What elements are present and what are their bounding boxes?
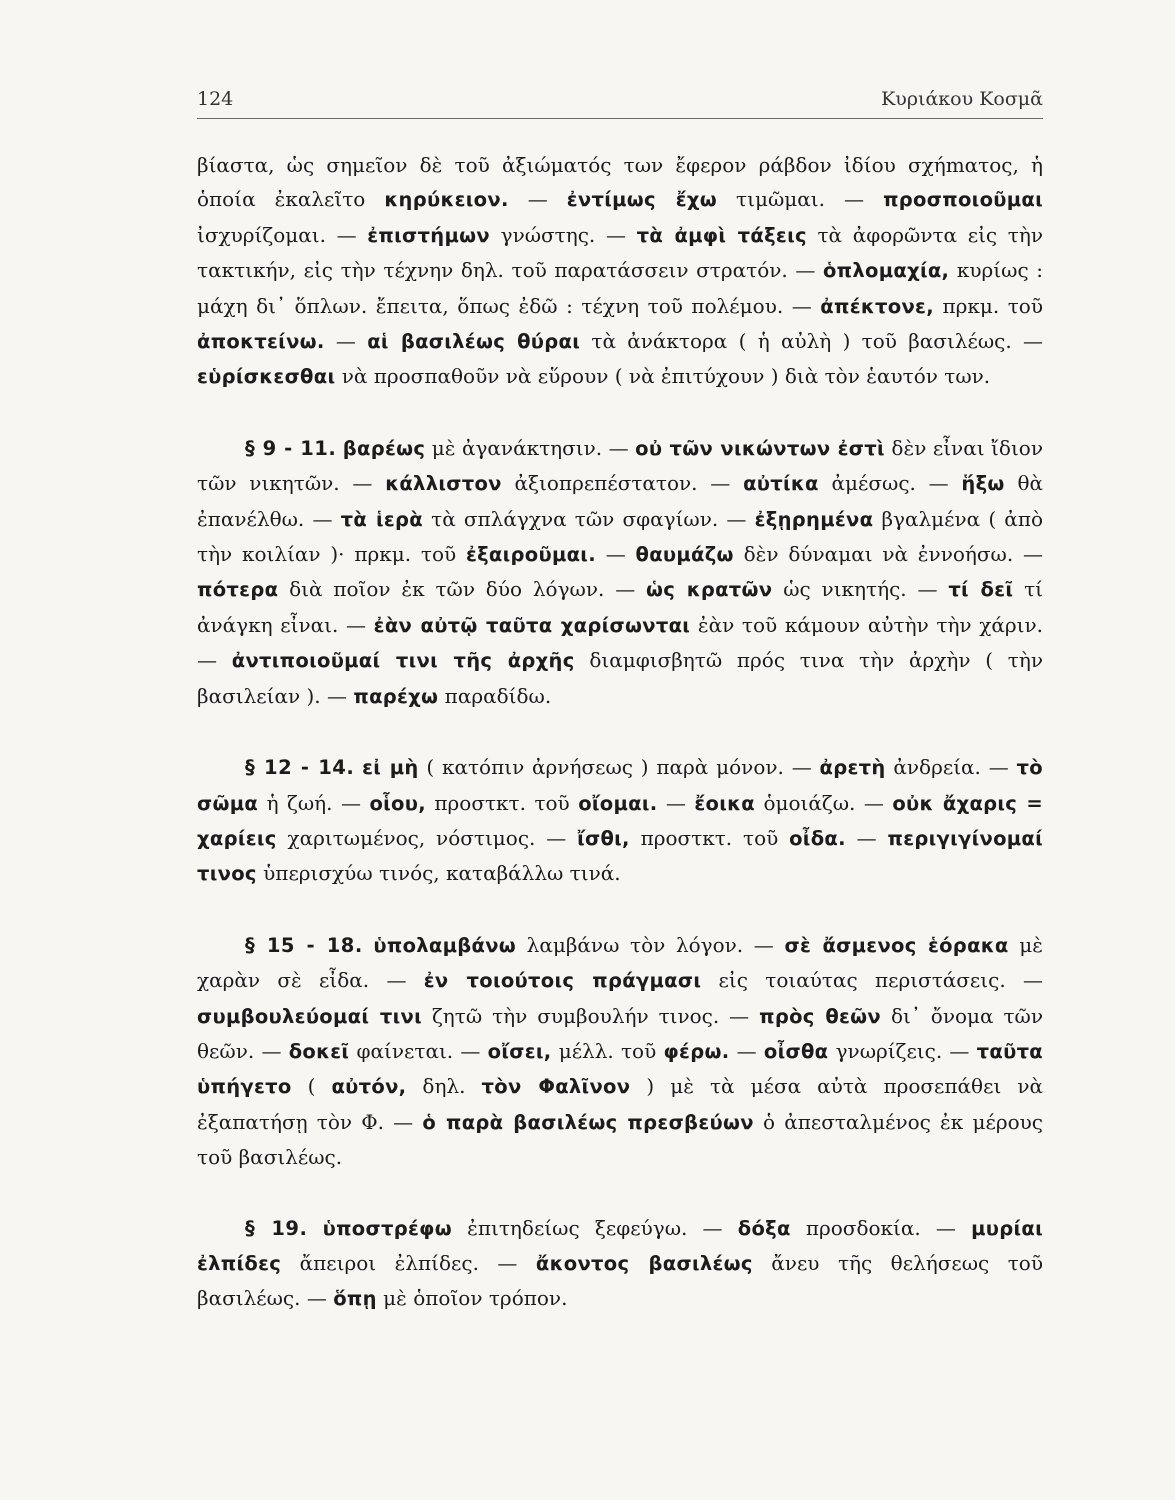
- lemma-term: εὑρίσκεσθαι: [197, 365, 336, 389]
- gloss-text: ὁμοιάζω. —: [755, 790, 893, 815]
- gloss-text: μέλλ. τοῦ: [551, 1038, 664, 1063]
- gloss-text: ἡ ζωή. —: [258, 790, 370, 815]
- lemma-term: περιγιγίνομαί τινος: [197, 826, 1044, 886]
- page-number: 124: [197, 88, 234, 110]
- lemma-term: φέρω.: [663, 1039, 730, 1063]
- gloss-text: γνωρίζεις. —: [828, 1038, 977, 1063]
- gloss-text: νὰ προσπαθοῦν νὰ εὕρουν ( νὰ ἐπιτύχουν ) διὰ τὸν ἑαυτόν των.: [335, 364, 991, 389]
- lemma-term: τὸ σῶμα: [197, 756, 1043, 815]
- lemma-term: τὰ ἀμφὶ τάξεις: [636, 223, 807, 247]
- gloss-text: γνώστης. —: [489, 222, 637, 247]
- lemma-term: αἱ βασιλέως θύραι: [367, 330, 581, 354]
- lemma-term: οὐ τῶν νικώντων ἐστὶ: [635, 436, 885, 460]
- lemma-term: τί δεῖ: [948, 578, 1014, 602]
- lemma-term: ἐπιστήμων: [367, 223, 490, 247]
- lemma-term: τὰ ἱερὰ: [340, 507, 423, 531]
- lemma-term: προσποιοῦμαι: [883, 188, 1043, 212]
- lemma-term: βαρέως: [342, 436, 426, 460]
- lemma-term: οἶσθα: [763, 1039, 829, 1063]
- gloss-text: πρκμ. τοῦ: [933, 293, 1043, 318]
- gloss-text: ἄπειροι ἐλπίδες. —: [281, 1250, 536, 1275]
- lemma-term: ἐν τοιούτοις πράγμασι: [423, 969, 702, 993]
- lemma-term: ἥξω: [961, 472, 1005, 496]
- gloss-text: μὲ ἀγανάκτησιν. —: [425, 435, 636, 460]
- gloss-text: λαμβάνω τὸν λόγον. —: [516, 932, 785, 957]
- gloss-text: —: [508, 187, 567, 212]
- gloss-text: τί ἀνάγκη εἶναι. —: [197, 577, 1044, 637]
- lemma-term: οἶδα.: [789, 826, 846, 850]
- gloss-text: ἀνδρεία. —: [885, 755, 1017, 780]
- lemma-term: ἔοικα: [694, 791, 755, 815]
- gloss-text: ὡς νικητής. —: [772, 577, 949, 602]
- lemma-term: ταῦτα ὑπήγετο: [197, 1039, 1044, 1099]
- gloss-text: —: [595, 542, 636, 567]
- gloss-text: εἰς τοιαύτας περιστάσεις. —: [701, 968, 1043, 993]
- gloss-text: —: [657, 790, 695, 815]
- lemma-term: παρέχω: [353, 684, 439, 708]
- gloss-text: [307, 1216, 322, 1240]
- gloss-text: διὰ ποῖον ἐκ τῶν δύο λόγων. —: [278, 577, 647, 602]
- gloss-text: διαμφισβητῶ πρός τινα τὴν ἀρχὴν ( τὴν βασιλείαν ). —: [197, 648, 1044, 708]
- lemma-term: ὅπῃ: [333, 1287, 377, 1311]
- lemma-term: ἐντίμως ἔχω: [566, 188, 717, 212]
- section-number: § 19.: [245, 1216, 308, 1240]
- lemma-term: τὸν Φαλῖνον: [481, 1075, 631, 1099]
- lemma-term: πότερα: [197, 578, 279, 602]
- lemma-term: ἀρετὴ: [819, 756, 886, 780]
- lemma-term: οἷου,: [369, 791, 426, 815]
- lemma-term: ὡς κρατῶν: [646, 578, 773, 602]
- lemma-term: ἐὰν αὐτῷ ταῦτα χαρίσωνται: [373, 613, 691, 637]
- gloss-text: παραδίδω.: [438, 683, 552, 708]
- lemma-term: ἴσθι,: [577, 826, 630, 850]
- gloss-text: ἄνευ τῆς θελήσεως τοῦ βασιλέως. —: [197, 1250, 1043, 1311]
- gloss-text: —: [729, 1038, 764, 1063]
- lemma-term: οἴομαι.: [578, 791, 658, 815]
- gloss-text: [363, 933, 374, 957]
- gloss-text: τὰ ἀνάκτορα ( ἡ αὐλὴ ) τοῦ βασιλέως. —: [580, 329, 1043, 354]
- lemma-term: συμβουλεύομαί τινι: [197, 1004, 423, 1028]
- lemma-term: δόξα: [737, 1216, 791, 1240]
- gloss-text: ὑπερισχύω τινός, καταβάλλω τινά.: [256, 861, 621, 886]
- gloss-text: φαίνεται. —: [349, 1038, 488, 1063]
- gloss-text: δὲν εἶναι ἴδιον τῶν νικητῶν. —: [197, 435, 1043, 496]
- section-number: § 15 - 18.: [245, 933, 363, 957]
- lemma-term: οὐκ ἄχαρις = χαρίεις: [197, 791, 1044, 850]
- gloss-text: δὲν δύναμαι νὰ ἐννοήσω. —: [733, 542, 1043, 567]
- gloss-text: θὰ ἐπανέλθω. —: [197, 471, 1043, 531]
- gloss-text: —: [324, 329, 368, 354]
- gloss-text: μὲ ὁποῖον τρόπον.: [376, 1286, 568, 1311]
- gloss-text: [354, 755, 362, 779]
- gloss-text: προστκτ. τοῦ: [425, 790, 579, 815]
- paragraph-section-12-14: [197, 750, 1043, 892]
- gloss-text: τὰ ἀφορῶντα εἰς τὴν τακτικήν, εἰς τὴν τέχνην δηλ. τοῦ παρατάσσειν στρατόν. —: [197, 222, 1043, 283]
- gloss-text: μὲ χαρὰν σὲ εἶδα. —: [197, 932, 1043, 993]
- gloss-text: ὁ ἀπεσταλμένος ἐκ μέρους τοῦ βασιλέως.: [197, 1109, 1043, 1170]
- lemma-term: ἄκοντος βασιλέως: [535, 1251, 753, 1275]
- gloss-text: προστκτ. τοῦ: [629, 825, 790, 850]
- lemma-term: ὁπλομαχία,: [822, 259, 950, 283]
- gloss-text: βίαστα, ὡς σημεῖον δὲ τοῦ ἀξιώματός των ἔφερον ράβδον ἰδίου σχήmατος, ἡ ὁποία ἐκαλεῖτο: [197, 153, 1043, 212]
- paragraph-section-9-11: [197, 431, 1043, 714]
- lemma-term: ἐξῃρημένα: [754, 507, 874, 531]
- gloss-text: χαριτωμένος, νόστιμος. —: [276, 825, 578, 850]
- gloss-text: ἐὰν τοῦ κάμουν αὐτὴν τὴν χάριν. —: [197, 612, 1043, 673]
- gloss-text: κυρίως : μάχη δι᾿ ὅπλων. ἔπειτα, ὅπως ἐδῶ : τέχνη τοῦ πολέμου. —: [197, 258, 1043, 318]
- lemma-term: ἀποκτείνω.: [197, 330, 325, 354]
- gloss-text: ἰσχυρίζομαι. —: [197, 222, 368, 247]
- section-number: § 12 - 14.: [245, 756, 355, 780]
- lemma-term: μυρίαι ἐλπίδες: [197, 1216, 1043, 1275]
- paragraph-section-15-18: [197, 928, 1043, 1175]
- gloss-text: τὰ σπλάγχνα τῶν σφαγίων. —: [422, 506, 755, 531]
- gloss-text: (: [291, 1074, 332, 1099]
- lemma-term: ὑποστρέφω: [322, 1216, 452, 1240]
- gloss-text: ) μὲ τὰ μέσα αὐτὰ προσεπάθει νὰ ἐξαπατήσῃ τὸν Φ. —: [197, 1074, 1043, 1134]
- lemma-term: θαυμάζω: [635, 543, 734, 567]
- lemma-term: εἰ μὴ: [362, 756, 419, 780]
- paragraph-continuation: [197, 148, 1043, 395]
- gloss-text: δι᾿ ὄνομα τῶν θεῶν. —: [197, 1003, 1044, 1063]
- lemma-term: ὁ παρὰ βασιλέως πρεσβεύων: [422, 1110, 754, 1134]
- lemma-term: οἴσει,: [487, 1039, 552, 1063]
- gloss-text: ( κατόπιν ἀρνήσεως ) παρὰ μόνον. —: [418, 755, 820, 780]
- lemma-term: αὐτόν,: [331, 1075, 407, 1099]
- gloss-text: τιμῶμαι. —: [716, 187, 884, 212]
- running-head: Κυριάκου Κοσμᾶ: [881, 88, 1043, 110]
- page-header: [197, 88, 1043, 119]
- gloss-text: ζητῶ τὴν συμβουλήν τινος. —: [422, 1003, 760, 1028]
- commentary-body: [197, 148, 1043, 1317]
- gloss-text: βγαλμένα ( ἀπὸ τὴν κοιλίαν )· πρκμ. τοῦ: [197, 506, 1043, 567]
- lemma-term: ἀπέκτονε,: [820, 294, 934, 318]
- lemma-term: ἀντιποιοῦμαί τινι τῆς ἀρχῆς: [231, 649, 575, 673]
- lemma-term: δοκεῖ: [288, 1039, 350, 1063]
- gloss-text: δηλ.: [406, 1074, 482, 1099]
- lemma-term: κηρύκειον.: [384, 188, 509, 212]
- gloss-text: ἀξιοπρεπέστατον. —: [501, 471, 744, 496]
- lemma-term: ὑπολαμβάνω: [373, 933, 517, 957]
- lemma-term: ἐξαιροῦμαι.: [465, 543, 596, 567]
- lemma-term: αὐτίκα: [743, 472, 819, 496]
- gloss-text: ἐπιτηδείως ξεφεύγω. —: [451, 1215, 738, 1240]
- gloss-text: —: [845, 825, 888, 850]
- paragraph-section-19: [197, 1211, 1043, 1317]
- lemma-term: σὲ ἄσμενος ἑόρακα: [784, 933, 1009, 957]
- gloss-text: προσδοκία. —: [790, 1215, 972, 1240]
- section-number: § 9 - 11.: [245, 436, 337, 460]
- gloss-text: ἀμέσως. —: [818, 471, 962, 496]
- lemma-term: κάλλιστον: [385, 472, 502, 496]
- lemma-term: πρὸς θεῶν: [759, 1004, 882, 1028]
